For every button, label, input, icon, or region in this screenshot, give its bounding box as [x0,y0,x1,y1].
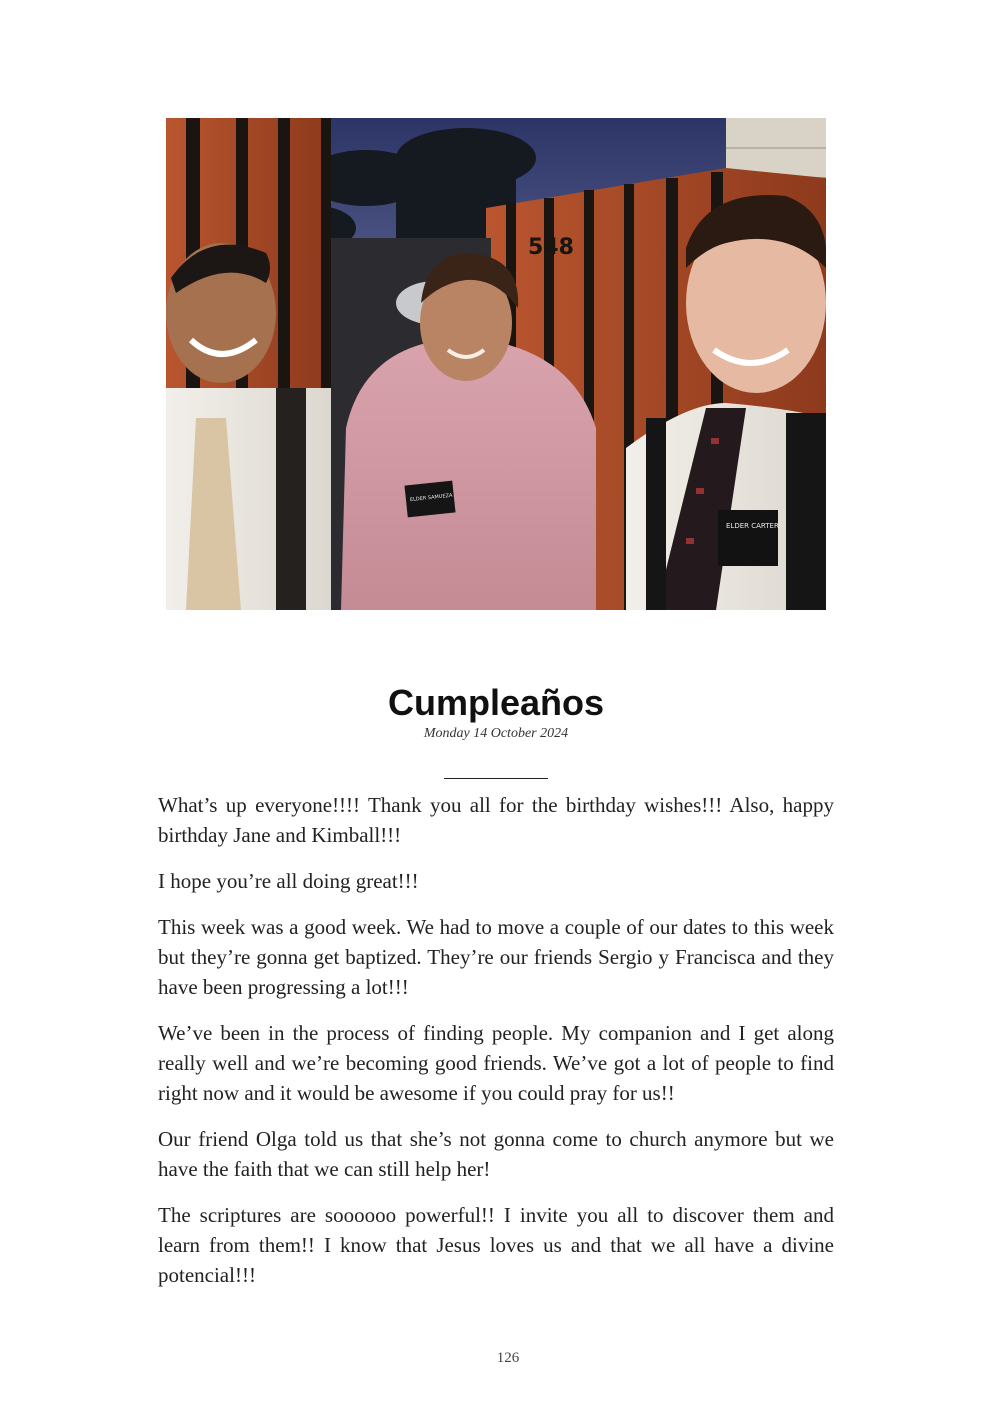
title-divider [444,778,548,779]
card-name: ELDER SAMUEZA [409,492,453,504]
paragraph: We’ve been in the process of finding people. My companion and I get along really well and we’re becoming good friends. We’ve got a lot of people to find right now and it would be awesome if you could pray for us!! [158,1021,834,1105]
article-photo [166,118,826,610]
paragraph: The scriptures are soooooo powerful!! I invite you all to discover them and learn from them!! I know that Jesus loves us and that we all have a divine potencial!!! [158,1203,834,1287]
paragraph: Our friend Olga told us that she’s not gonna come to church anymore but we have the faith that we can still help her! [158,1127,834,1181]
page-number: 126 [496,1350,520,1366]
article-date: Monday 14 October 2024 [423,726,569,741]
badge-name: ELDER CARTER [726,522,779,530]
article-title: Cumpleaños [387,682,605,723]
paragraph: What’s up everyone!!!! Thank you all for the birthday wishes!!! Also, happy birthday Jane and Kimball!!! [158,793,834,847]
paragraph: This week was a good week. We had to move a couple of our dates to this week but they’re gonna get baptized. They’re our friends Sergio y Francisca and they have been progressing a lot!!! [158,915,834,999]
house-number: 548 [528,235,574,260]
paragraph: I hope you’re all doing great!!! [158,869,419,893]
article-body [158,790,834,1306]
